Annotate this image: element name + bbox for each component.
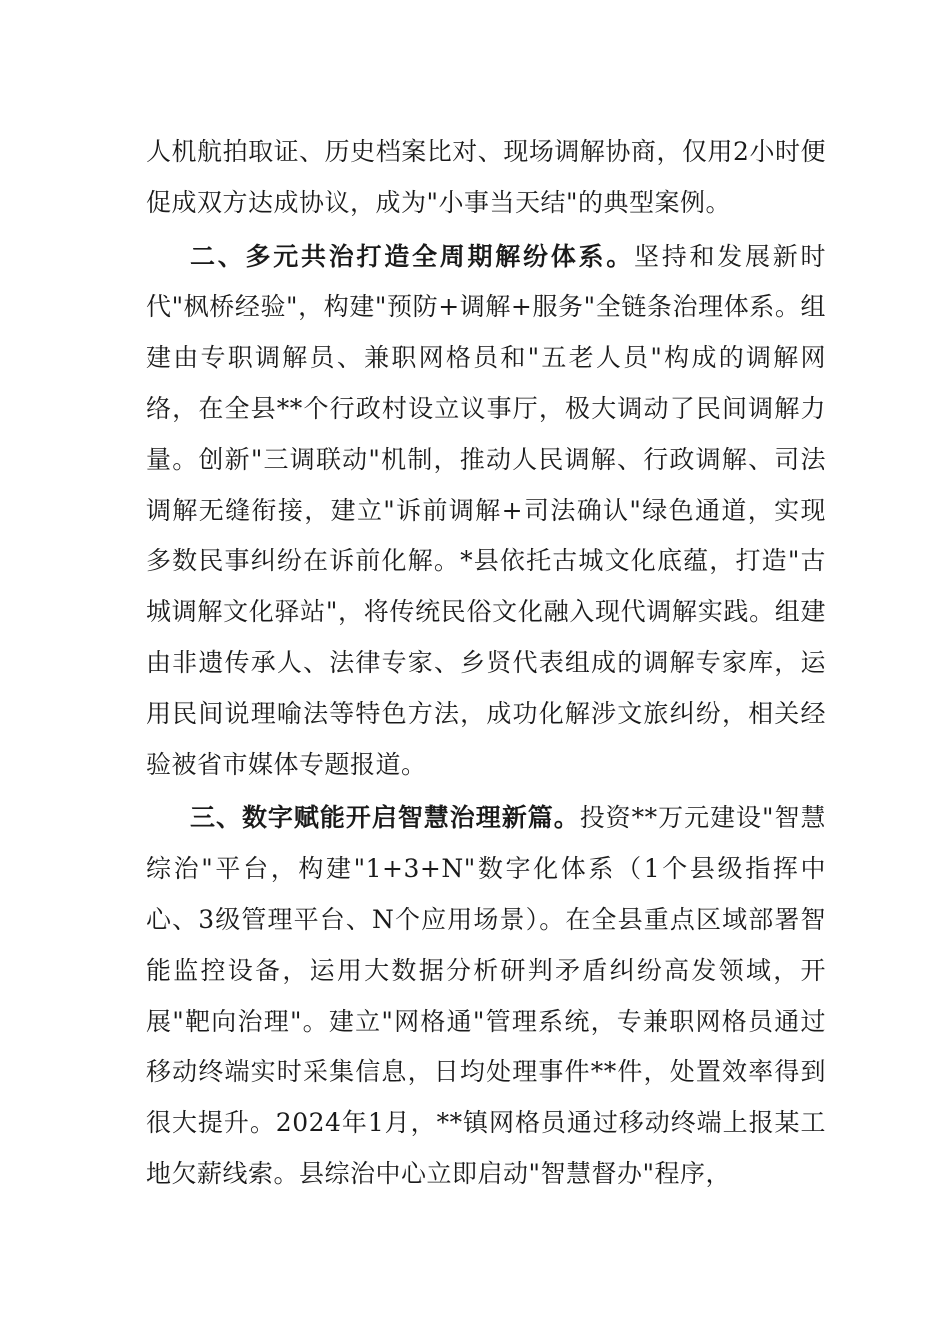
- section-two-body: 坚持和发展新时代"枫桥经验"，构建"预防+调解+服务"全链条治理体系。组建由专职调解员、兼职网格员和"五老人员"构成的调解网络，在全县**个行政村设立议事厅，极大调动了民间调解力量。创新"三调联动"机制，推动人民调解、行政调解、司法调解无缝衔接，建立"诉前调解+司法确认"绿色通道，实现多数民事纠纷在诉前化解。*县依托古城文化底蕴，打造"古城调解文化驿站"，将传统民俗文化融入现代调解实践。组建由非遗传承人、法律专家、乡贤代表组成的调解专家库，运用民间说理喻法等特色方法，成功化解涉文旅纠纷，相关经验被省市媒体专题报道。: [146, 241, 826, 779]
- paragraph-body: 人机航拍取证、历史档案比对、现场调解协商，仅用2小时便促成双方达成协议，成为"小事当天结"的典型案例。: [146, 137, 826, 217]
- section-three-heading: 三、数字赋能开启智慧治理新篇。: [190, 803, 580, 833]
- document-body: [146, 127, 826, 1203]
- paragraph-continuation: [146, 127, 826, 229]
- section-two-heading: 二、多元共治打造全周期解纷体系。: [190, 241, 634, 271]
- paragraph-section-three: [146, 793, 826, 1199]
- section-three-body: 投资**万元建设"智慧综治"平台，构建"1+3+N"数字化体系（1个县级指挥中心、3级管理平台、N个应用场景）。在全县重点区域部署智能监控设备，运用大数据分析研判矛盾纠纷高发领域，开展"靶向治理"。建立"网格通"管理系统，专兼职网格员通过移动终端实时采集信息，日均处理事件**件，处置效率得到很大提升。2024年1月，**镇网格员通过移动终端上报某工地欠薪线索。县综治中心立即启动"智慧督办"程序，: [146, 803, 826, 1188]
- paragraph-section-two: [146, 232, 826, 791]
